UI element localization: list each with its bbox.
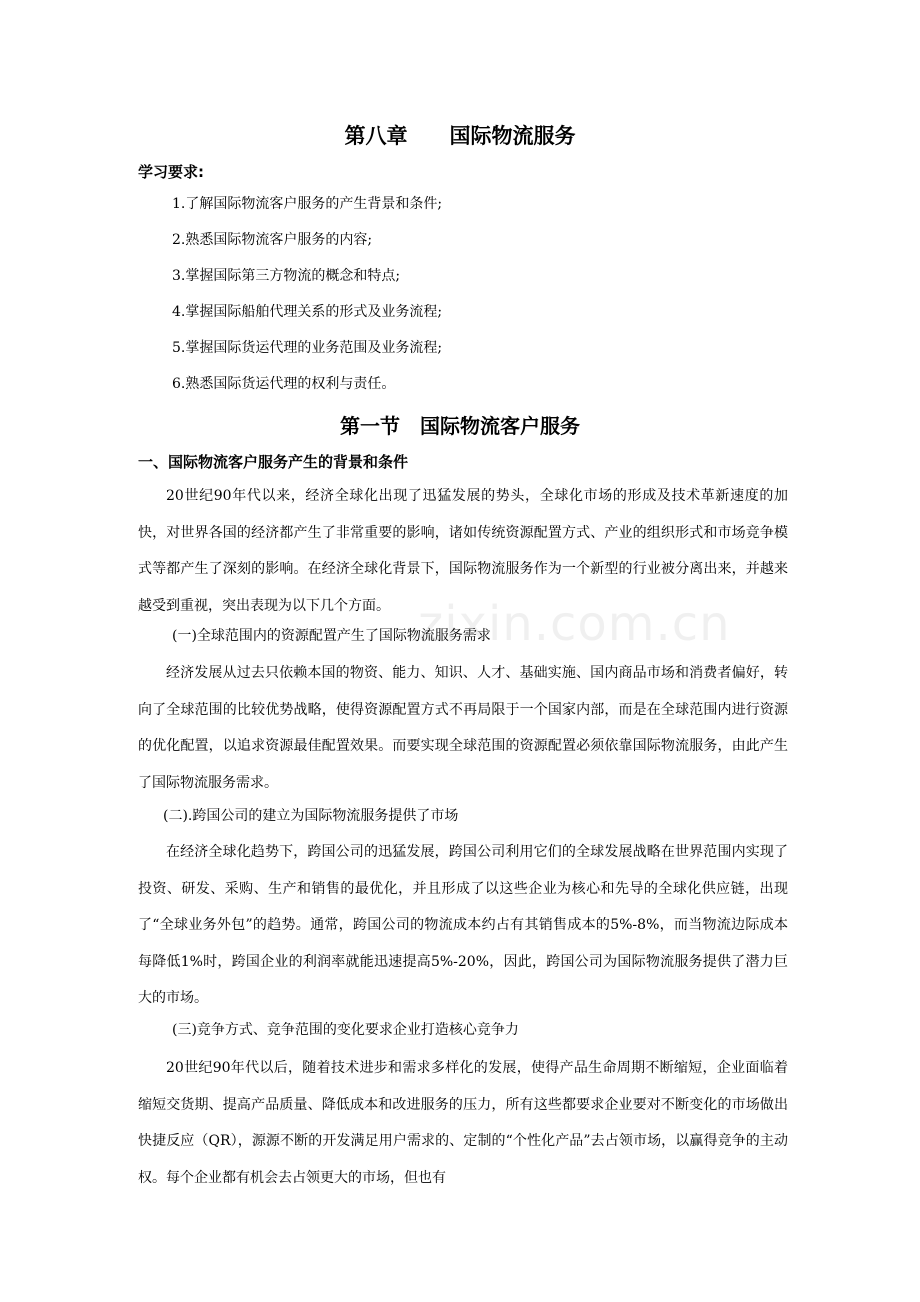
requirements-label: 学习要求: xyxy=(138,163,204,181)
subheading: (二).跨国公司的建立为国际物流服务提供了市场 xyxy=(163,808,459,824)
subheading: (三)竞争方式、竞争范围的变化要求企业打造核心竞争力 xyxy=(172,1022,519,1038)
requirements-list xyxy=(172,190,442,406)
body-paragraph: 20世纪90年代以来，经济全球化出现了迅猛发展的势头，全球化市场的形成及技术革新速度的加快，对世界各国的经济都产生了非常重要的影响，诸如传统资源配置方式、产业的组织形式和市场竞争模式等都产生了深刻的影响。在经济全球化背景下，国际物流服务作为一个新型的行业被分离出来，并越来越受到重视，突出表现为以下几个方面。 xyxy=(138,488,788,614)
section-heading: 一、国际物流客户服务产生的背景和条件 xyxy=(138,453,409,471)
body-paragraph: 经济发展从过去只依赖本国的物资、能力、知识、人才、基础实施、国内商品市场和消费者偏好，转向了全球范围的比较优势战略，使得资源配置方式不再局限于一个国家内部，而是在全球范围内进行资源的优化配置，以追求资源最佳配置效果。而要实现全球范围的资源配置必须依靠国际物流服务，由此产生了国际物流服务需求。 xyxy=(138,665,788,791)
requirement-item: 3.掌握国际第三方物流的概念和特点; xyxy=(172,268,401,284)
section-title: 第一节 国际物流客户服务 xyxy=(340,414,580,438)
requirement-item: 1.了解国际物流客户服务的产生背景和条件; xyxy=(172,196,443,212)
body-paragraph: 20世纪90年代以后，随着技术进步和需求多样化的发展，使得产品生命周期不断缩短，企业面临着缩短交货期、提高产品质量、降低成本和改进服务的压力，所有这些都要求企业要对不断变化的市场做出快捷反应（QR），源源不断的开发满足用户需求的、定制的“个性化产品”去占领市场，以赢得竞争的主动权。每个企业都有机会去占领更大的市场，但也有 xyxy=(138,1060,788,1186)
requirement-item: 2.熟悉国际物流客户服务的内容; xyxy=(172,232,373,248)
subheading: (一)全球范围内的资源配置产生了国际物流服务需求 xyxy=(172,628,491,644)
watermark: zixin.com.cn xyxy=(418,596,731,652)
body-paragraph: 在经济全球化趋势下，跨国公司的迅猛发展，跨国公司利用它们的全球发展战略在世界范围内实现了投资、研发、采购、生产和销售的最优化，并且形成了以这些企业为核心和先导的全球化供应链，出现了“全球业务外包”的趋势。通常，跨国公司的物流成本约占有其销售成本的5%-8%，而当物流边际成本每降低1%时，跨国企业的利润率就能迅速提高5%-20%，因此，跨国公司为国际物流服务提供了潜力巨大的市场。 xyxy=(138,844,788,1006)
requirement-item: 5.掌握国际货运代理的业务范围及业务流程; xyxy=(172,340,443,356)
chapter-title: 第八章 国际物流服务 xyxy=(344,124,576,148)
requirement-item: 4.掌握国际船舶代理关系的形式及业务流程; xyxy=(172,304,443,320)
requirement-item: 6.熟悉国际货运代理的权利与责任。 xyxy=(172,376,396,392)
